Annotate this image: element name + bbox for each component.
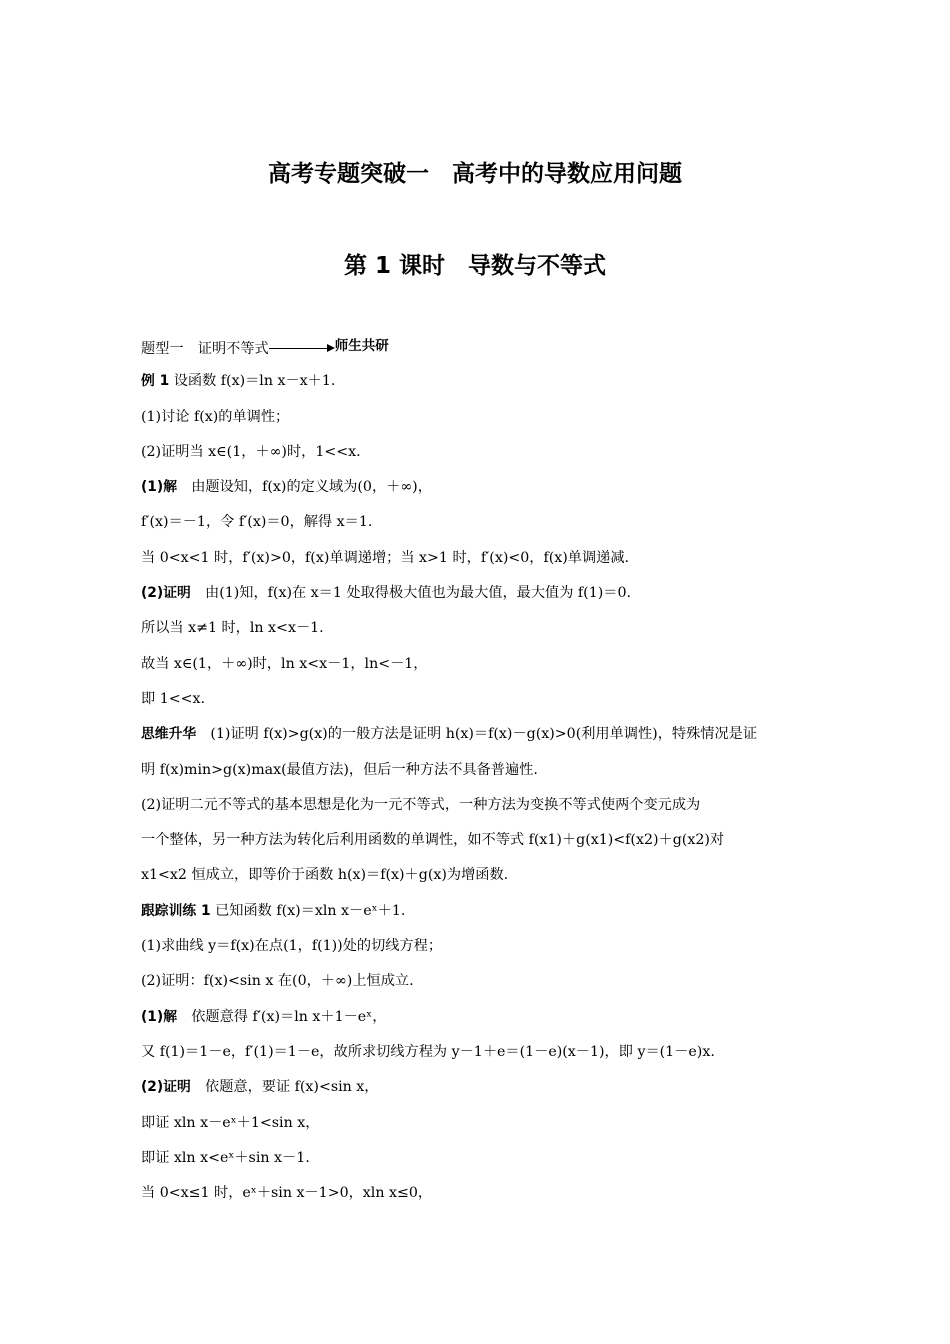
line-text: (1)求曲线 y＝f(x)在点(1，f(1))处的切线方程；	[141, 938, 443, 955]
line-text: 由题设知，f(x)的定义域为(0，＋∞)，	[177, 479, 432, 496]
line-text: 依题意得 f′(x)＝ln x＋1－eˣ，	[177, 1008, 387, 1025]
line-text: 所以当 x≠1 时，ln x<x－1.	[141, 620, 324, 637]
section-label: 题型一 证明不等式	[141, 341, 269, 357]
line-lead: 跟踪训练 1	[141, 902, 211, 919]
text-line	[141, 1000, 811, 1035]
line-text: f′(x)＝－1，令 f′(x)＝0，解得 x＝1.	[141, 514, 373, 531]
line-lead: (2)证明	[141, 1079, 191, 1096]
section-heading	[141, 329, 811, 364]
text-line	[141, 1176, 811, 1211]
text-lines	[141, 364, 811, 1211]
arrow-icon	[269, 344, 335, 354]
text-line	[141, 400, 811, 435]
text-line	[141, 1106, 811, 1141]
sub-title: 第 1 课时 导数与不等式	[343, 253, 607, 279]
line-text: 即 1<<x.	[141, 690, 206, 707]
line-text: 又 f(1)＝1－e，f′(1)＝1－e，故所求切线方程为 y－1＋e＝(1－e)(x－1)，即 y＝(1－e)x.	[141, 1043, 715, 1060]
text-line	[141, 788, 811, 823]
line-lead: 例 1	[141, 373, 170, 390]
text-line	[141, 823, 811, 858]
section-tag: 师生共研	[334, 338, 389, 354]
line-text: (2)证明当 x∈(1，＋∞)时，1<<x.	[141, 443, 361, 460]
line-text: 即证 xln x<eˣ＋sin x－1.	[141, 1149, 310, 1166]
text-line	[141, 1035, 811, 1070]
text-line	[141, 541, 811, 576]
line-text: 一个整体，另一种方法为转化后利用函数的单调性，如不等式 f(x1)＋g(x1)<f(x2)＋g(x2)对	[141, 832, 725, 849]
line-text: 故当 x∈(1，＋∞)时，ln x<x－1，ln<－1，	[141, 655, 428, 672]
text-line	[141, 964, 811, 999]
document-body	[141, 329, 811, 1211]
text-line	[141, 717, 811, 752]
text-line	[141, 505, 811, 540]
main-title: 高考专题突破一 高考中的导数应用问题	[268, 161, 682, 187]
text-line	[141, 576, 811, 611]
line-text: 已知函数 f(x)＝xln x－eˣ＋1.	[210, 902, 406, 919]
text-line	[141, 647, 811, 682]
line-text: 当 0<x≤1 时，eˣ＋sin x－1>0，xln x≤0，	[141, 1185, 433, 1202]
text-line	[141, 753, 811, 788]
text-line	[141, 858, 811, 893]
line-lead: (1)解	[141, 1008, 178, 1025]
text-line	[141, 1141, 811, 1176]
text-line	[141, 611, 811, 646]
text-line	[141, 470, 811, 505]
text-line	[141, 1070, 811, 1105]
line-lead: 思维升华	[141, 726, 197, 743]
line-text: 设函数 f(x)＝ln x－x＋1.	[169, 373, 336, 390]
line-text: 即证 xln x－eˣ＋1<sin x，	[141, 1114, 320, 1131]
line-text: (1)讨论 f(x)的单调性；	[141, 408, 290, 425]
line-text: (2)证明二元不等式的基本思想是化为一元不等式，一种方法为变换不等式使两个变元成为	[141, 796, 701, 813]
text-line	[141, 435, 811, 470]
line-text: (2)证明：f(x)<sin x 在(0，＋∞)上恒成立.	[141, 973, 414, 990]
text-line	[141, 929, 811, 964]
line-text: 当 0<x<1 时，f′(x)>0，f(x)单调递增；当 x>1 时，f′(x)<0，f(x)单调递减.	[141, 549, 630, 566]
line-text: x1<x2 恒成立，即等价于函数 h(x)＝f(x)＋g(x)为增函数.	[141, 867, 509, 884]
line-text: 由(1)知，f(x)在 x＝1 处取得极大值也为最大值，最大值为 f(1)＝0.	[190, 585, 631, 602]
line-lead: (1)解	[141, 479, 178, 496]
text-line	[141, 682, 811, 717]
line-lead: (2)证明	[141, 585, 191, 602]
line-text: 明 f(x)min>g(x)max(最值方法)，但后一种方法不具备普遍性.	[141, 761, 538, 778]
text-line	[141, 364, 811, 399]
text-line	[141, 894, 811, 929]
line-text: (1)证明 f(x)>g(x)的一般方法是证明 h(x)＝f(x)－g(x)>0(利用单调性)，特殊情况是证	[196, 726, 758, 743]
line-text: 依题意，要证 f(x)<sin x，	[190, 1079, 379, 1096]
